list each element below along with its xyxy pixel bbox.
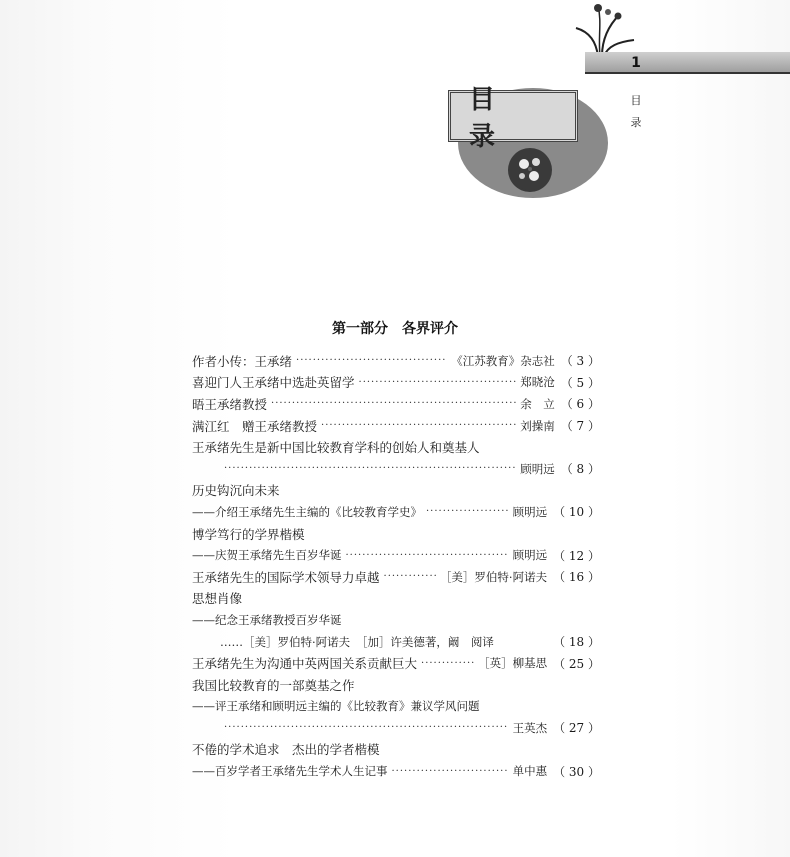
toc-entry-author: 刘操南 <box>520 418 555 433</box>
toc-entry-author: 单中惠 <box>512 764 548 779</box>
toc-entry-title: 王承绪先生的国际学术领导力卓越 <box>192 569 380 585</box>
toc-leader-dots <box>296 355 447 366</box>
toc-entry-author: ［英］柳基思 <box>478 656 548 671</box>
toc-entry[interactable] <box>192 652 600 674</box>
orchid-illustration <box>568 2 638 58</box>
toc-entry-title: 思想肖像 <box>192 591 243 607</box>
toc-entry-page: （ 8 ） <box>560 462 600 477</box>
toc-entry-title: 满江红 赠王承绪教授 <box>192 418 318 434</box>
title-box <box>448 85 578 152</box>
toc-entry[interactable] <box>192 739 600 761</box>
toc-leader-dots <box>392 766 509 777</box>
header-tab-bar <box>585 52 790 74</box>
toc-entry[interactable] <box>192 566 600 588</box>
toc-entry-page: （ 12 ） <box>553 548 600 563</box>
toc-entry-subtitle: ……［美］罗伯特·阿诺夫 ［加］许美德著，阚 阅译 <box>220 634 494 649</box>
toc-entry-author: ［美］罗伯特·阿诺夫 <box>439 569 548 584</box>
toc-entry[interactable] <box>192 350 600 372</box>
toc-entry-author: 顾明远 <box>520 461 555 476</box>
toc-entry[interactable] <box>192 696 600 718</box>
toc-entry[interactable] <box>192 609 600 631</box>
toc-entry[interactable] <box>192 631 600 653</box>
toc-entry-title: 历史钩沉向未来 <box>192 483 280 499</box>
toc-entry-title: 王承绪先生为沟通中英两国关系贡献巨大 <box>192 656 418 672</box>
toc-leader-dots <box>359 377 517 388</box>
toc-entry-author: 郑晓沧 <box>520 375 555 390</box>
toc-entry[interactable] <box>192 523 600 545</box>
toc-leader-dots <box>426 506 509 517</box>
toc-entry-author: 《江苏教育》杂志社 <box>451 353 555 368</box>
side-section-label <box>628 90 644 134</box>
toc-leader-dots <box>346 550 509 561</box>
toc-entry-page: （ 18 ） <box>553 635 600 650</box>
toc-entry-page: （ 25 ） <box>553 656 600 671</box>
toc-entry[interactable] <box>192 372 600 394</box>
page-number: 1 <box>631 55 641 71</box>
toc-entry[interactable] <box>192 480 600 502</box>
header-tab-rule <box>585 72 790 74</box>
toc-leader-dots <box>224 463 516 474</box>
toc-leader-dots <box>421 658 474 669</box>
toc-entry[interactable] <box>192 717 600 739</box>
toc-entry-title: 喜迎门人王承绪中选赴英留学 <box>192 375 355 391</box>
toc-entry-title: 不倦的学术追求 杰出的学者楷模 <box>192 742 380 758</box>
toc-entry[interactable] <box>192 544 600 566</box>
flower-emblem-icon <box>508 148 552 192</box>
toc-entry[interactable] <box>192 436 600 458</box>
toc-leader-dots <box>321 420 516 431</box>
toc-entry-title: 作者小传：王承绪 <box>192 353 293 369</box>
toc-entry-author: 顾明远 <box>512 548 548 563</box>
page-title: 目 录 <box>469 85 518 152</box>
toc-leader-dots <box>384 571 436 582</box>
toc-entry-author: 顾明远 <box>512 504 548 519</box>
toc-entry[interactable] <box>192 674 600 696</box>
toc-entry-title: 博学笃行的学界楷模 <box>192 526 305 542</box>
toc-entry-subtitle: ——纪念王承绪教授百岁华诞 <box>192 612 342 627</box>
toc-entry[interactable] <box>192 415 600 437</box>
toc-entry-subtitle: ——评王承绪和顾明远主编的《比较教育》兼议学风问题 <box>192 699 480 714</box>
toc-entry-subtitle: ——百岁学者王承绪先生学术人生记事 <box>192 764 388 779</box>
toc-leader-dots <box>224 722 509 733</box>
side-label-text: 目 录 <box>630 94 642 129</box>
toc-entry-title: 晤王承绪教授 <box>192 396 268 412</box>
toc-entry-author: 余 立 <box>520 396 555 411</box>
toc-entry-title: 我国比较教育的一部奠基之作 <box>192 677 355 693</box>
toc-entry[interactable] <box>192 760 600 782</box>
toc-entry[interactable] <box>192 501 600 523</box>
toc-entry-page: （ 30 ） <box>553 764 600 779</box>
section-title: 第一部分 各界评介 <box>332 321 458 337</box>
toc-entry-subtitle: ——介绍王承绪先生主编的《比较教育学史》 <box>192 504 422 519</box>
toc-entry-page: （ 27 ） <box>553 721 600 736</box>
toc-entry-page: （ 5 ） <box>560 375 600 390</box>
toc-entry[interactable] <box>192 588 600 610</box>
table-of-contents <box>192 350 600 782</box>
toc-entry-page: （ 6 ） <box>560 397 600 412</box>
toc-entry-page: （ 10 ） <box>553 505 600 520</box>
toc-entry-page: （ 7 ） <box>560 419 600 434</box>
toc-entry[interactable] <box>192 393 600 415</box>
toc-entry-subtitle: ——庆贺王承绪先生百岁华诞 <box>192 548 342 563</box>
toc-leader-dots <box>271 398 516 409</box>
toc-entry-page: （ 3 ） <box>560 354 600 369</box>
toc-entry-author: 王英杰 <box>512 720 548 735</box>
toc-entry-page: （ 16 ） <box>553 570 600 585</box>
toc-entry[interactable] <box>192 458 600 480</box>
toc-entry-title: 王承绪先生是新中国比较教育学科的创始人和奠基人 <box>192 440 480 456</box>
